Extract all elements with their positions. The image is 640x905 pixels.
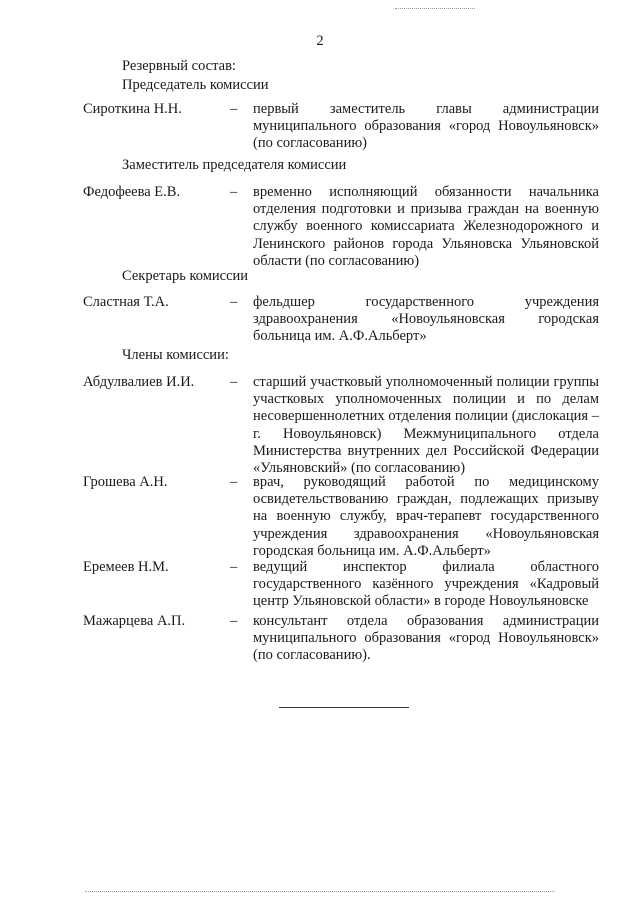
member-name: Сироткина Н.Н. — [83, 101, 182, 117]
heading-reserve: Резервный состав: — [122, 58, 236, 74]
member-description: временно исполняющий обязанности начальника отделения подготовки и призыва граждан на военную службу военного комиссариата Железнодорожного и Ленинского районов города Ульяновска Ульяновской области (по согласованию) — [253, 184, 599, 269]
member-dash: – — [230, 559, 238, 575]
member-dash: – — [230, 374, 238, 390]
member-dash: – — [230, 294, 238, 310]
scan-artifact-top — [395, 8, 475, 9]
member-description: ведущий инспектор филиала областного государственного казённого учреждения «Кадровый центр Ульяновской области» в городе Новоульяновске — [253, 559, 599, 610]
member-dash: – — [230, 101, 238, 117]
heading-deputy: Заместитель председателя комиссии — [122, 157, 347, 173]
member-name: Федофеева Е.В. — [83, 184, 181, 200]
member-dash: – — [230, 613, 238, 629]
member-name: Сластная Т.А. — [83, 294, 169, 310]
member-name: Абдулвалиев И.И. — [83, 374, 195, 390]
scan-artifact-bottom — [85, 891, 555, 892]
member-name: Еремеев Н.М. — [83, 559, 169, 575]
member-description: первый заместитель главы администрации муниципального образования «город Новоульяновск» (по согласованию) — [253, 101, 599, 152]
page-number: 2 — [316, 33, 324, 49]
member-dash: – — [230, 474, 238, 490]
member-name: Грошева А.Н. — [83, 474, 168, 490]
member-description: фельдшер государственного учреждения здравоохранения «Новоульяновская городская больница им. А.Ф.Альберт» — [253, 294, 599, 345]
member-description: консультант отдела образования администрации муниципального образования «город Новоульяновск» (по согласованию). — [253, 613, 599, 664]
member-dash: – — [230, 184, 238, 200]
closing-rule — [279, 707, 409, 708]
heading-members: Члены комиссии: — [122, 347, 229, 363]
heading-secretary: Секретарь комиссии — [122, 268, 249, 284]
member-description: врач, руководящий работой по медицинскому освидетельствованию граждан, подлежащих призыву на военную службу, врач-терапевт государственного учреждения здравоохранения «Новоульяновская городская больница им. А.Ф.Альберт» — [253, 474, 599, 559]
heading-chairman: Председатель комиссии — [122, 77, 269, 93]
member-name: Мажарцева А.П. — [83, 613, 186, 629]
member-description: старший участковый уполномоченный полиции группы участковых уполномоченных полиции и по делам несовершеннолетних отделения полиции (дислокация – г. Новоульяновск) Межмуниципального отдела Министерства внутренних дел Российской Федерации «Ульяновский» (по согласованию) — [253, 374, 599, 477]
